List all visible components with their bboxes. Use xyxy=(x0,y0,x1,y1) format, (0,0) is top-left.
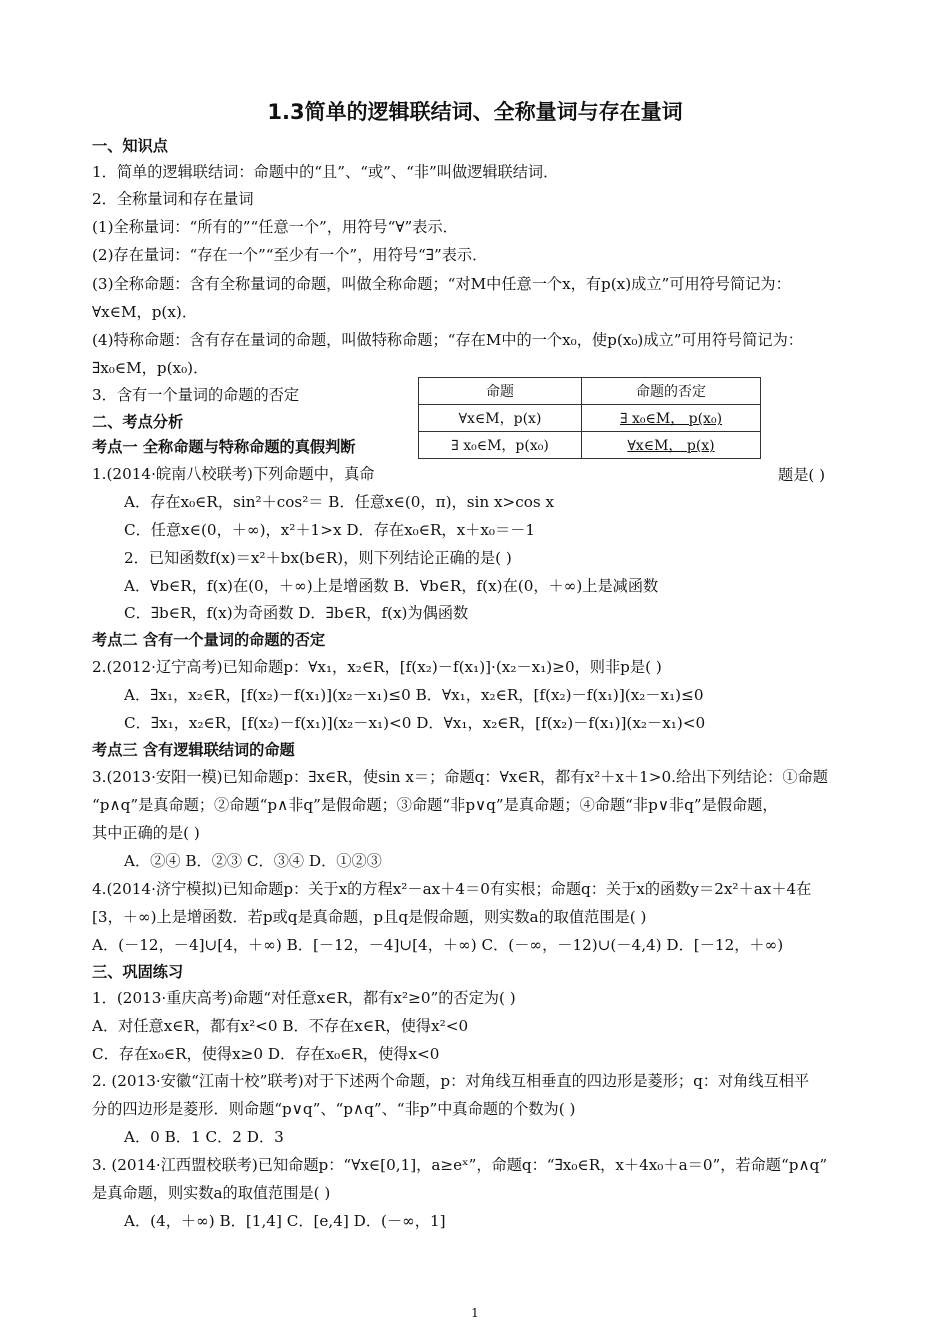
text-line: A．对任意x∈R，都有x²<0 B．不存在x∈R，使得x²<0 xyxy=(92,1017,469,1035)
text-line: 1.(2014·皖南八校联考)下列命题中，真命 xyxy=(92,465,375,483)
table-row xyxy=(419,432,761,459)
q1-tail: 题是( ) xyxy=(778,466,826,484)
text-line: “p∧q”是真命题；②命题“p∧非q”是假命题；③命题“非p∨q”是真命题；④命题“非p∨非q”是假命题， xyxy=(92,796,778,814)
text-line: 2. (2013·安徽“江南十校”联考)对于下述两个命题，p：对角线互相垂直的四边形是菱形；q：对角线互相平 xyxy=(92,1072,810,1090)
text-line: 4.(2014·济宁模拟)已知命题p：关于x的方程x²－ax＋4＝0有实根；命题q：关于x的函数y＝2x²＋ax＋4在 xyxy=(92,880,812,898)
text-line: (2)存在量词：“存在一个”“至少有一个”，用符号“∃”表示． xyxy=(92,246,488,264)
section-heading: 考点二 含有一个量词的命题的否定 xyxy=(92,631,326,649)
text-line: 3. (2014·江西盟校联考)已知命题p：“∀x∈[0,1]，a≥eˣ”，命题q：“∃x₀∈R，x＋4x₀＋a＝0”，若命题“p∧q” xyxy=(92,1156,828,1174)
section-heading: 考点一 全称命题与特称命题的真假判断 xyxy=(92,438,356,456)
text-line: (4)特称命题：含有存在量词的命题，叫做特称命题；“存在M中的一个x₀，使p(x₀)成立”可用符号简记为： xyxy=(92,331,803,349)
table-row xyxy=(419,405,761,432)
text-line: A．(4，＋∞) B．[1,4] C．[e,4] D．(－∞，1] xyxy=(124,1212,446,1230)
section-heading: 考点三 含有逻辑联结词的命题 xyxy=(92,741,295,759)
page-number: 1 xyxy=(471,1306,479,1320)
section-heading: 一、知识点 xyxy=(92,137,168,155)
text-line: 1．简单的逻辑联结词：命题中的“且”、“或”、“非”叫做逻辑联结词． xyxy=(92,163,559,181)
text-line: ∀x∈M，p(x)． xyxy=(92,303,198,321)
text-line: 1．(2013·重庆高考)命题“对任意x∈R，都有x²≥0”的否定为( ) xyxy=(92,989,516,1007)
table-header-row xyxy=(419,378,761,405)
table-cell: ∀x∈M， p(x) xyxy=(582,432,761,459)
text-line: A．∀b∈R，f(x)在(0，＋∞)上是增函数 B．∀b∈R，f(x)在(0，＋∞)上是减函数 xyxy=(124,577,659,595)
text-line: 3.(2013·安阳一模)已知命题p：∃x∈R，使sin x＝；命题q：∀x∈R，都有x²＋x＋1>0.给出下列结论：①命题 xyxy=(92,768,828,786)
text-line: 2．全称量词和存在量词 xyxy=(92,190,254,208)
text-line: A．存在x₀∈R，sin²＋cos²＝ B．任意x∈(0，π)，sin x>cos x xyxy=(124,493,555,511)
page-title: 1.3简单的逻辑联结词、全称量词与存在量词 xyxy=(267,100,683,124)
text-line: (1)全称量词：“所有的”“任意一个”，用符号“∀”表示． xyxy=(92,218,458,236)
quantifier-negation-table xyxy=(418,377,761,459)
table-cell: ∀x∈M，p(x) xyxy=(419,405,582,432)
text-line: 2．已知函数f(x)＝x²＋bx(b∈R)，则下列结论正确的是( ) xyxy=(124,549,512,567)
text-line: A．0 B．1 C．2 D．3 xyxy=(124,1128,284,1146)
text-line: C．∃b∈R，f(x)为奇函数 D．∃b∈R，f(x)为偶函数 xyxy=(124,604,469,622)
text-line: 分的四边形是菱形．则命题“p∨q”、“p∧q”、“非p”中真命题的个数为( ) xyxy=(92,1100,576,1118)
table-header-cell: 命题的否定 xyxy=(582,378,761,405)
section-heading: 二、考点分析 xyxy=(92,413,184,431)
text-line: 3．含有一个量词的命题的否定 xyxy=(92,386,300,404)
table-cell: ∃ x₀∈M， p(x₀) xyxy=(582,405,761,432)
text-line: C．∃x₁，x₂∈R，[f(x₂)－f(x₁)](x₂－x₁)<0 D．∀x₁，x₂∈R，[f(x₂)－f(x₁)](x₂－x₁)<0 xyxy=(124,714,706,732)
text-line: A．②④ B．②③ C．③④ D．①②③ xyxy=(124,852,382,870)
table-cell: ∃ x₀∈M，p(x₀) xyxy=(419,432,582,459)
section-heading: 三、巩固练习 xyxy=(92,963,184,981)
text-line: C．任意x∈(0，＋∞)，x²＋1>x D．存在x₀∈R，x＋x₀＝－1 xyxy=(124,521,536,539)
text-line: (3)全称命题：含有全称量词的命题，叫做全称命题；“对M中任意一个x，有p(x)成立”可用符号简记为： xyxy=(92,275,791,293)
table-header-cell: 命题 xyxy=(419,378,582,405)
text-line: 是真命题，则实数a的取值范围是( ) xyxy=(92,1184,331,1202)
text-line: [3，＋∞)上是增函数．若p或q是真命题，p且q是假命题，则实数a的取值范围是( ) xyxy=(92,908,647,926)
text-line: C．存在x₀∈R，使得x≥0 D．存在x₀∈R，使得x<0 xyxy=(92,1045,440,1063)
text-line: A．∃x₁，x₂∈R，[f(x₂)－f(x₁)](x₂－x₁)≤0 B．∀x₁，x₂∈R，[f(x₂)－f(x₁)](x₂－x₁)≤0 xyxy=(124,686,704,704)
text-line: 2.(2012·辽宁高考)已知命题p：∀x₁，x₂∈R，[f(x₂)－f(x₁)]·(x₂－x₁)≥0，则非p是( ) xyxy=(92,658,662,676)
text-line: A．(－12，－4]∪[4，＋∞) B．[－12，－4]∪[4，＋∞) C．(－∞，－12)∪(－4,4) D．[－12，＋∞) xyxy=(92,936,784,954)
text-line: 其中正确的是( ) xyxy=(92,824,200,842)
text-line: ∃x₀∈M，p(x₀)． xyxy=(92,359,209,377)
